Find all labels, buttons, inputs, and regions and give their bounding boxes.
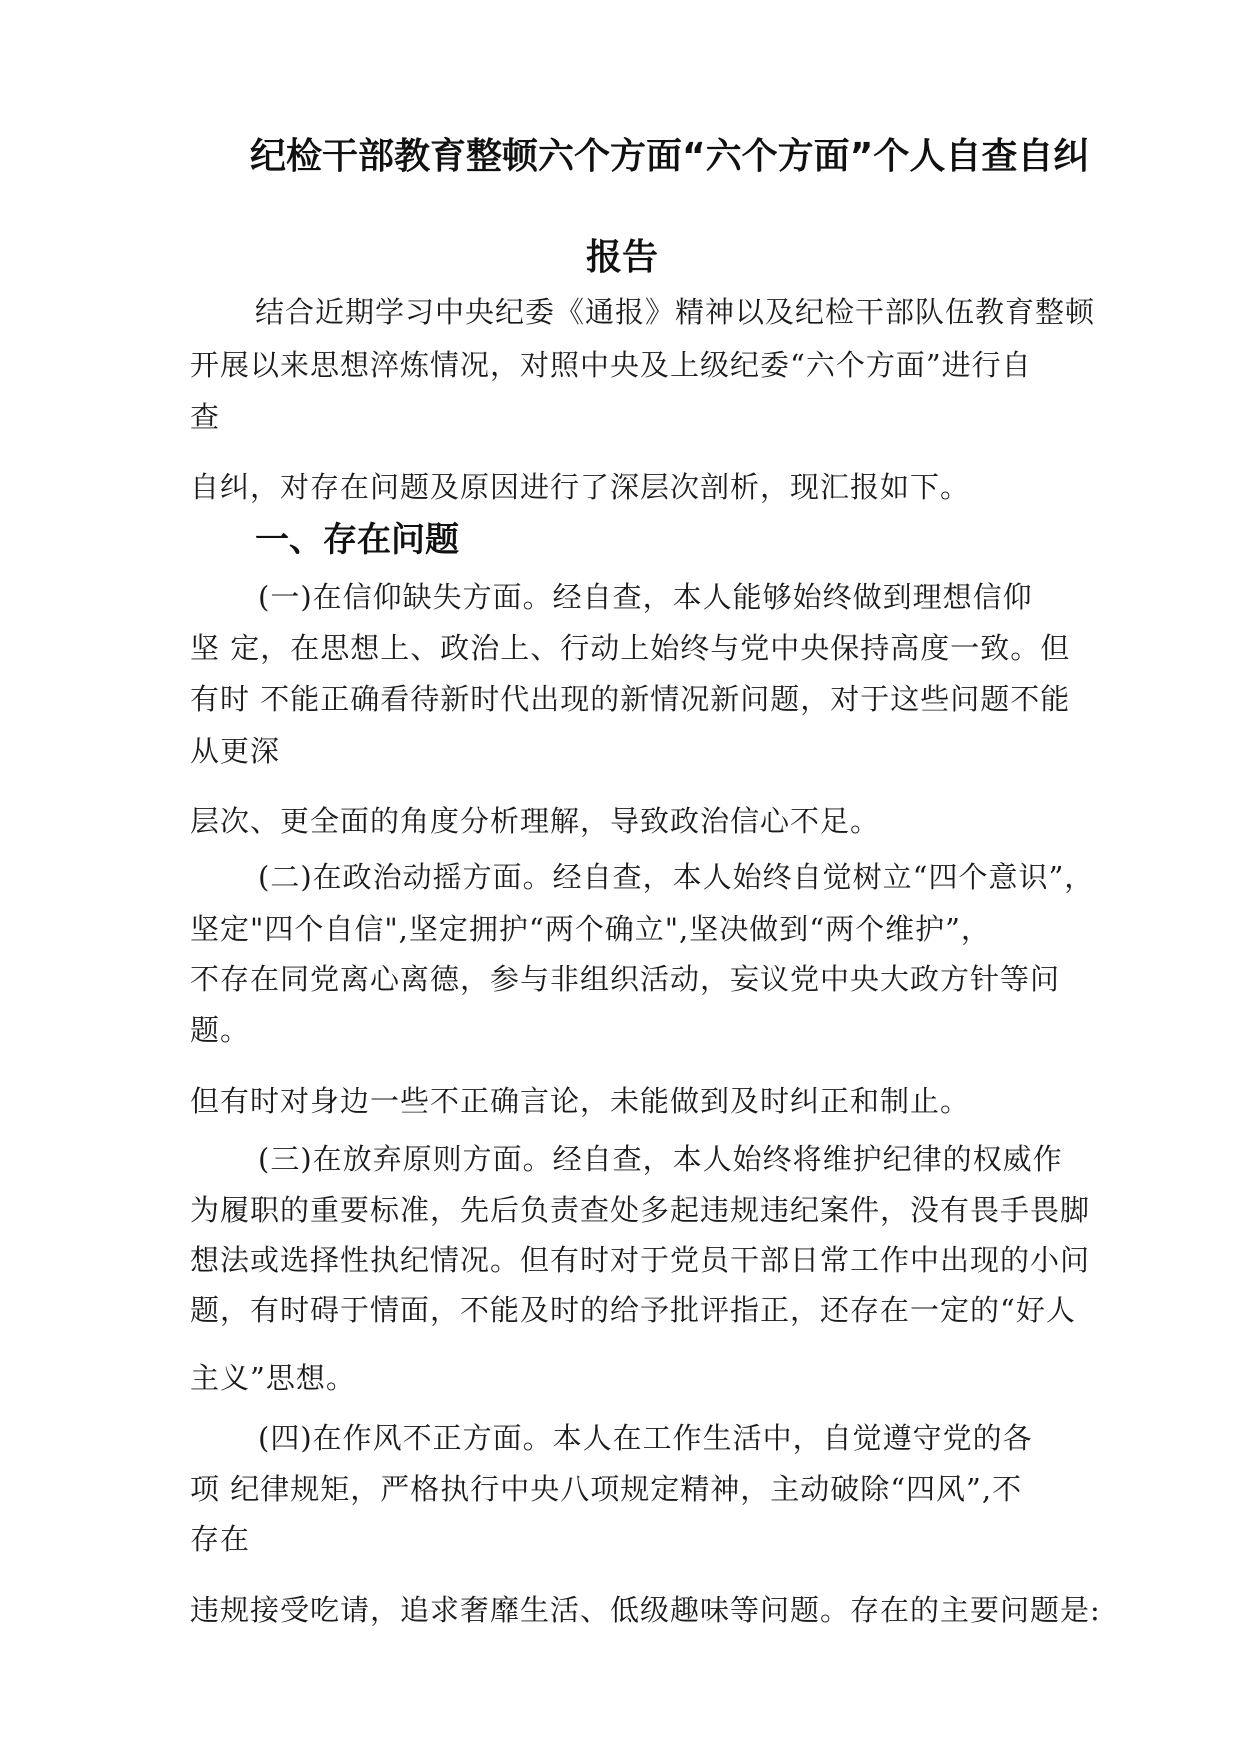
intro-line: 查 — [190, 400, 221, 434]
paragraph-line: 从更深 — [190, 734, 281, 768]
paragraph-line: 题，有时碍于情面，不能及时的给予批评指正，还存在一定的“好人 — [190, 1293, 1076, 1327]
paragraph-line: 为履职的重要标准，先后负责查处多起违规违纪案件，没有畏手畏脚 — [190, 1193, 1091, 1227]
paragraph-line: (四)在作风不正方面。本人在工作生活中，自觉遵守党的各 — [258, 1421, 1033, 1455]
paragraph-line: 主义”思想。 — [190, 1361, 356, 1395]
paragraph-line: 层次、更全面的角度分析理解，导致政治信心不足。 — [190, 804, 881, 838]
paragraph-line: 坚定"四个自信",坚定拥护“两个确立",坚决做到“两个维护”， — [190, 912, 991, 946]
paragraph-line: 违规接受吃请，追求奢靡生活、低级趣味等问题。存在的主要问题是: — [190, 1593, 1101, 1627]
paragraph-line: (一)在信仰缺失方面。经自查，本人能够始终做到理想信仰 — [258, 580, 1033, 614]
paragraph-line: 想法或选择性执纪情况。但有时对于党员干部日常工作中出现的小问 — [190, 1243, 1091, 1277]
intro-line: 开展以来思想淬炼情况，对照中央及上级纪委“六个方面”进行自 — [190, 348, 1032, 382]
paragraph-line: (三)在放弃原则方面。经自查，本人始终将维护纪律的权威作 — [258, 1142, 1063, 1176]
document-title-line2: 报告 — [586, 237, 659, 278]
paragraph-line: 项 纪律规矩，严格执行中央八项规定精神，主动破除“四风”,不 — [190, 1472, 1023, 1506]
paragraph-line: 存在 — [190, 1522, 251, 1556]
paragraph-line: (二)在政治动摇方面。经自查，本人始终自觉树立“四个意识”， — [258, 860, 1095, 894]
document-title-line1: 纪检干部教育整顿六个方面“六个方面”个人自查自纠 — [250, 136, 1090, 177]
paragraph-line: 题。 — [190, 1013, 251, 1047]
paragraph-line: 不存在同党离心离德，参与非组织活动，妄议党中央大政方针等问 — [190, 962, 1061, 996]
paragraph-line: 但有时对身边一些不正确言论，未能做到及时纠正和制止。 — [190, 1084, 971, 1118]
paragraph-line: 有时 不能正确看待新时代出现的新情况新问题，对于这些问题不能 — [190, 682, 1071, 716]
intro-line: 结合近期学习中央纪委《通报》精神以及纪检干部队伍教育整顿 — [255, 295, 1096, 329]
section-heading: 一、存在问题 — [255, 520, 459, 560]
paragraph-line: 坚 定，在思想上、政治上、行动上始终与党中央保持高度一致。但 — [190, 631, 1071, 665]
intro-line: 自纠，对存在问题及原因进行了深层次剖析，现汇报如下。 — [190, 470, 971, 504]
